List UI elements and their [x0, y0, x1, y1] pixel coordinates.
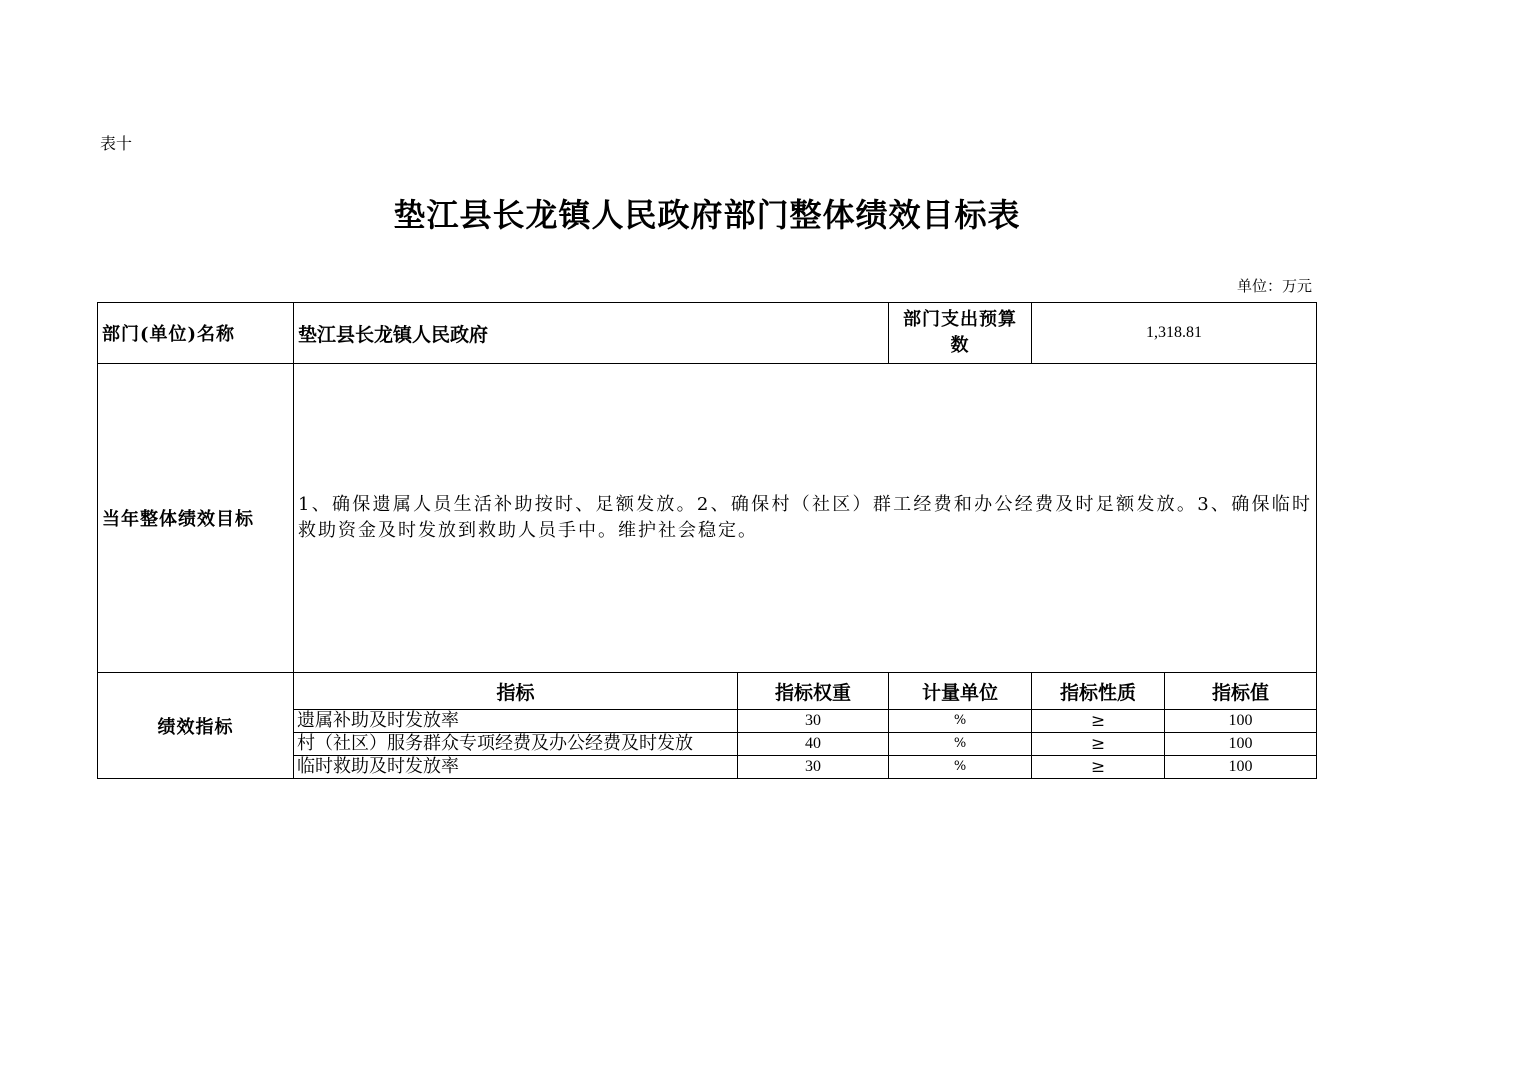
- indicator-weight: 40: [738, 733, 889, 756]
- budget-label-line1: 部门支出预算: [903, 309, 1018, 330]
- goal-text: 1、确保遗属人员生活补助按时、足额发放。2、确保村（社区）群工经费和办公经费及时足额发放。3、确保临时救助资金及时发放到救助人员手中。维护社会稳定。: [294, 364, 1317, 673]
- indicator-value: 100: [1165, 756, 1317, 779]
- indicator-nature: ≥: [1032, 733, 1165, 756]
- indicator-name: 遗属补助及时发放率: [294, 710, 738, 733]
- indicator-unit: %: [889, 710, 1032, 733]
- indicator-nature: ≥: [1032, 756, 1165, 779]
- indicator-nature: ≥: [1032, 710, 1165, 733]
- col-value: 指标值: [1165, 673, 1317, 710]
- budget-label-line2: 数: [950, 335, 970, 356]
- dept-row: [98, 303, 1317, 364]
- indicator-header-row: [98, 673, 1317, 710]
- table-number-label: 表十: [100, 134, 133, 153]
- dept-name: 垫江县长龙镇人民政府: [294, 303, 889, 364]
- indicators-label: 绩效指标: [98, 673, 294, 779]
- dept-label: 部门(单位)名称: [98, 303, 294, 364]
- goal-row: [98, 364, 1317, 673]
- budget-value: 1,318.81: [1032, 303, 1317, 364]
- indicator-weight: 30: [738, 710, 889, 733]
- goal-label: 当年整体绩效目标: [98, 364, 294, 673]
- document-title: 垫江县长龙镇人民政府部门整体绩效目标表: [393, 196, 1021, 234]
- budget-label: [889, 303, 1032, 364]
- col-unit: 计量单位: [889, 673, 1032, 710]
- indicator-name: 临时救助及时发放率: [294, 756, 738, 779]
- indicator-name: 村（社区）服务群众专项经费及办公经费及时发放: [294, 733, 738, 756]
- performance-target-table: [97, 302, 1317, 779]
- col-indicator: 指标: [294, 673, 738, 710]
- indicator-unit: %: [889, 756, 1032, 779]
- col-weight: 指标权重: [738, 673, 889, 710]
- indicator-value: 100: [1165, 733, 1317, 756]
- unit-note: 单位：万元: [1236, 277, 1312, 295]
- indicator-unit: %: [889, 733, 1032, 756]
- indicator-weight: 30: [738, 756, 889, 779]
- col-nature: 指标性质: [1032, 673, 1165, 710]
- indicator-value: 100: [1165, 710, 1317, 733]
